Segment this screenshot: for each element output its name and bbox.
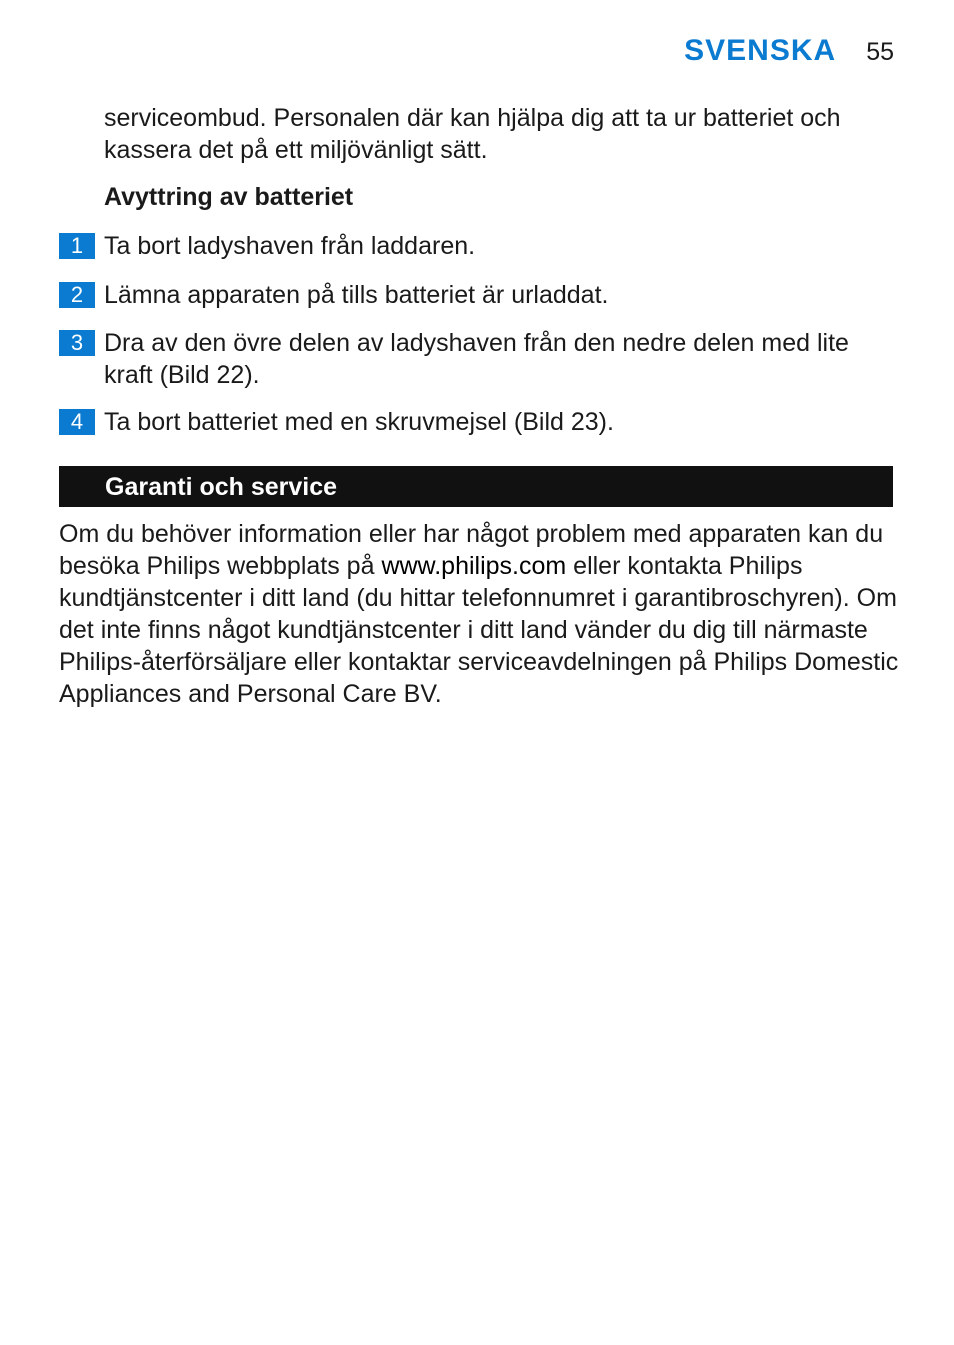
step-4 xyxy=(59,406,894,438)
language-label: SVENSKA xyxy=(684,34,837,67)
step-text: Lämna apparaten på tills batteriet är urladdat. xyxy=(104,281,609,309)
step-number-badge: 2 xyxy=(59,282,95,308)
guarantee-text-start: Om du behöver information eller har något problem med apparaten kan du besöka Philips webbplats på xyxy=(59,520,884,580)
disposal-heading: Avyttring av batteriet xyxy=(104,183,354,211)
page-number: 55 xyxy=(866,38,894,66)
section-bar xyxy=(59,466,893,507)
step-number-badge: 4 xyxy=(59,409,95,435)
guarantee-paragraph xyxy=(59,518,899,710)
step-2 xyxy=(59,279,894,311)
step-3 xyxy=(59,327,894,391)
step-text: Ta bort batteriet med en skruvmejsel (Bild 23). xyxy=(104,408,614,436)
guarantee-text-end: eller kontakta Philips kundtjänstcenter i ditt land (du hittar telefonnumret i garantibroschyren). Om det inte finns något kundtjänstcenter i ditt land vänder du dig till närmaste Philips-återförsäljare eller kontaktar serviceavdelningen på Philips Domestic Appliances and Personal Care BV. xyxy=(59,552,899,708)
step-number-badge: 1 xyxy=(59,233,95,259)
step-1 xyxy=(59,230,894,262)
page-header xyxy=(684,34,894,68)
step-text: Dra av den övre delen av ladyshaven från den nedre delen med lite kraft (Bild 22). xyxy=(104,329,849,389)
step-text: Ta bort ladyshaven från laddaren. xyxy=(104,232,476,260)
intro-paragraph: serviceombud. Personalen där kan hjälpa dig att ta ur batteriet och kassera det på ett miljövänligt sätt. xyxy=(104,104,841,164)
step-number-badge: 3 xyxy=(59,330,95,356)
guarantee-heading: Garanti och service xyxy=(105,473,338,501)
philips-website-link[interactable]: www.philips.com xyxy=(381,552,567,580)
